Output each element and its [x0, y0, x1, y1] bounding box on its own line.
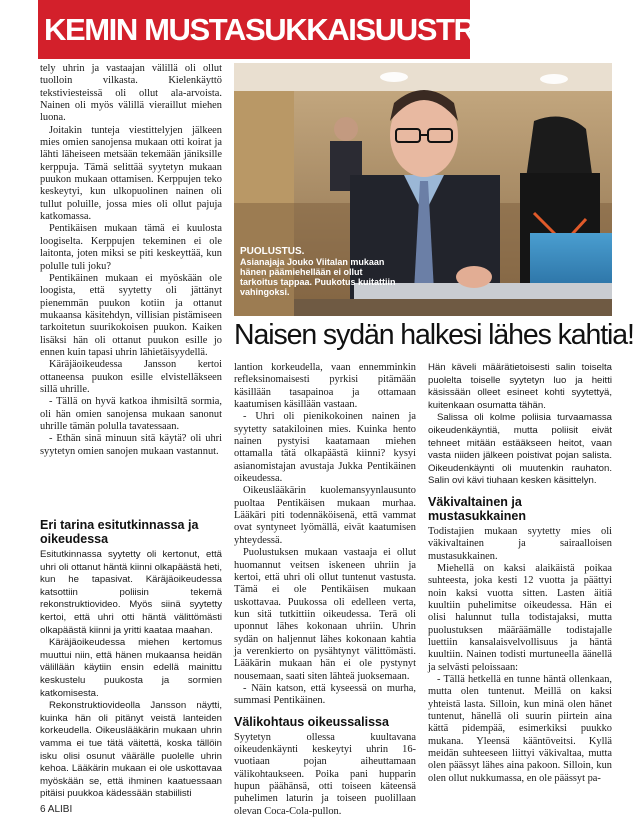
body-paragraph: Oikeuslääkärin kuolemansyynlausunto puoltaa Pentikäisen mukaan murhaa. Lääkäri piti todennäköisenä, että vammat ovat syntyneet lyömällä, eivät kaatumisen yhteydessä. — [234, 485, 416, 546]
page-footer: 6 ALIBI — [40, 804, 73, 815]
body-paragraph: lantion korkeudella, vaan ennemminkin refleksinomaisesti pyrkisi pitämään käsillään tasapainoa ja ottamaan kaatumisen käsillään vastaan. — [234, 362, 416, 411]
body-paragraph: Syytetyn ollessa kuultavana oikeudenkäynti keskeytyi uhrin 16-vuotiaan pojan aiheuttamaan välikohtaukseen. Poika pani hupparin hupun päähänsä, otti toiseen käteensä puhelimen laturin ja toiseen puolillaan olevan Coca-Cola-pullon. — [234, 731, 416, 817]
section-banner — [38, 0, 587, 59]
caption-keyword: PUOLUSTUS. — [240, 246, 305, 257]
body-paragraph: Salissa oli kolme poliisia turvaamassa oikeudenkäyntiä, mutta poliisit eivät tehneet mitään estääkseen heitot, vaan vasta niiden jälkeen poistivat pojan salista. Oikeudenkäynti oli muutenkin rauhaton. Salin ovi kävi tiuhaan kesken käsittelyn. — [428, 412, 612, 487]
body-paragraph: tely uhrin ja vastaajan välillä oli ollut tuolloin vilkasta. Kielenkäyttö tekstiviesteissä oli ollut ala-arvoista. Nainen oli myös välillä vieraillut miehen luona. — [40, 63, 222, 124]
subheading-column-1: Eri tarina esitutkinnassa ja oikeudessa — [40, 518, 199, 546]
body-paragraph: - Ethän sinä minuun sitä käytä? oli uhri syytetyn omien sanojen mukaan vastannut. — [40, 433, 222, 457]
courtroom-photo — [234, 63, 612, 316]
subheading: Välikohtaus oikeussalissa — [234, 714, 389, 729]
body-paragraph: Pentikäisen mukaan tämä ei kuulosta loogiselta. Kerppujen tekeminen ei ole laitonta, joten miksi se piti keskeyttää, kun polulle tuli joku? — [40, 223, 222, 272]
body-paragraph: - Tällä on hyvä katkoa ihmisiltä sormia, oli hän omien sanojensa mukaan sanonut uhrille tämän polulla tavatessaan. — [40, 396, 222, 432]
column-3 — [428, 362, 612, 785]
body-paragraph: Käräjäoikeudessa Jansson kertoi ottaneensa puukon esille elvistelläkseen sillä uhrille. — [40, 359, 222, 395]
banner-title: KEMIN MUSTASUKKAISUUSTRAGEDIA — [44, 12, 587, 47]
caption-text: Asianajaja Jouko Viitalan mukaan hänen päämiehellään ei ollut tarkoitus tappaa. Puukotus kuitattiin vahingoksi. — [240, 257, 396, 297]
body-paragraph: - Uhri oli pienikokoinen nainen ja syytetty satakiloinen mies. Kuinka hento nainen pystyisi kaatamaan miehen ottamalla tätä olkapäästä kiinni? kysyi asianomistajan avustaja Jukka Pentikäinen oikeudessa. — [234, 411, 416, 485]
photo-caption — [240, 247, 400, 297]
body-paragraph: - Tällä hetkellä en tunne häntä ollenkaan, mutta olen tuntenut. Meillä on kaksi yhteistä lasta. Silloin, kun minä olen hänet tuntenut, hänellä oli suurin piirtein aina kättä pidempää, esimerkiksi puukko mukana. Yleensä kääntöveitsi. Kyllä meidän suhteeseen liittyi väkivaltaa, mutta olen päässyt lähes aina pakoon. Silloin, kun olen ollut nukkumassa, en ole päässyt pa- — [428, 674, 612, 784]
subheading: Väkivaltainen ja mustasukkainen — [428, 494, 526, 523]
column-2 — [234, 362, 416, 818]
body-paragraph: Puolustuksen mukaan vastaaja ei ollut huomannut veitsen iskeneen uhriin ja kertoi, että uhri oli ollut tuntenut vastusta. Tämä ei ole Pentikäisen mukaan uskottavaa. Puukossa oli edelleen verta, kun sitä tutkittiin oikeudessa. Terä oli uponnut lähes kokonaan uhriin. Uhrin sydän on haljennut lähes kokonaan kahtia ja verenkierto on pysähtynyt välittömästi. Lääkärin mukaan hän ei ole pystynyt nousemaan, saati siten lähteä juoksemaan. — [234, 547, 416, 682]
column-1-top — [40, 63, 222, 458]
body-paragraph: Käräjäoikeudessa miehen kertomus muuttui niin, että hänen mukaansa heidän välillään käytiin ensin edellä mainittu keskustelu puukosta ja sormien katkomisesta. — [40, 637, 222, 699]
body-paragraph: Todistajien mukaan syytetty mies oli väkivaltainen ja sairaalloisen mustasukkainen. — [428, 525, 612, 562]
body-paragraph: Hän käveli määrätietoisesti salin toiselta puolelta toiselle syytetyn luo ja heitti käsissään olleet esineet kohti syytettyä, kuitenkaan osumatta tähän. — [428, 362, 612, 411]
article-headline: Naisen sydän halkesi lähes kahtia! — [234, 319, 634, 351]
body-paragraph: - Näin katson, että kyseessä on murha, summasi Pentikäinen. — [234, 682, 416, 707]
body-paragraph: Miehellä on kaksi alaikäistä poikaa suhteesta, joka kesti 12 vuotta ja päättyi noin kaksi vuotta sitten. Lasten äitiä kuultiin puhelimitse oikeudessa. Hän ei olisi halunnut tulla todistajaksi, mutta puolustuksen määräämälle todistajalle luettiin kansalaisvelvollisuus ja häntä kuultiin. Nainen todisti murtuneella äänellä ja selvästi peloissaan: — [428, 562, 612, 673]
column-1-bottom — [40, 511, 222, 801]
body-paragraph: Esitutkinnassa syytetty oli kertonut, että uhri oli ottanut häntä kiinni olkapäästä heti, kun he tapasivat. Käräjäoikeudessa katsottiin poliisin tekemä rekonstruktiovideo. Myös siinä syytetty kertoi, että uhri otti häntä välittömästi olkapäästä kiinni ja yritti kaataa maahan. — [40, 549, 222, 636]
body-paragraph: Joitakin tunteja viestittelyjen jälkeen mies omien sanojensa mukaan otti koirat ja lähti läheiseen metsään tekemään jäniksille kerppuja. Tämä selittää syytetyn mukaan puukon mukaan ottamisen. Kerppujen teko keskeytyi, kun ulkopuolinen nainen oli tullut poluille, jossa mies oli ollut pajuja katkomassa. — [40, 124, 222, 223]
body-paragraph: Pentikäinen mukaan ei myöskään ole loogista, että syytetty oli jättänyt pienemmän puukon kotiin ja ottanut mukaansa käsitehdyn, villisian pistämiseen tarkoitetun suurikokoisen puukon. Kaiken lisäksi hän oli ottanut puukon esille jo ennen kuin tapasi uhrin lähietäisyydellä. — [40, 272, 222, 358]
body-paragraph: Rekonstruktiovideolla Jansson näytti, kuinka hän oli pitänyt veistä lanteiden korkeudella. Oikeuslääkärin mukaan uhrin vamma ei tue tätä väitettä, koska tällöin isku olisi osunut väärälle puolelle uhrin kehoa. Lääkärin mukaan ei ole uskottavaa myöskään se, että ihminen kaatuessaan pitäisi puukkoa kädessään stabiilisti — [40, 700, 222, 800]
